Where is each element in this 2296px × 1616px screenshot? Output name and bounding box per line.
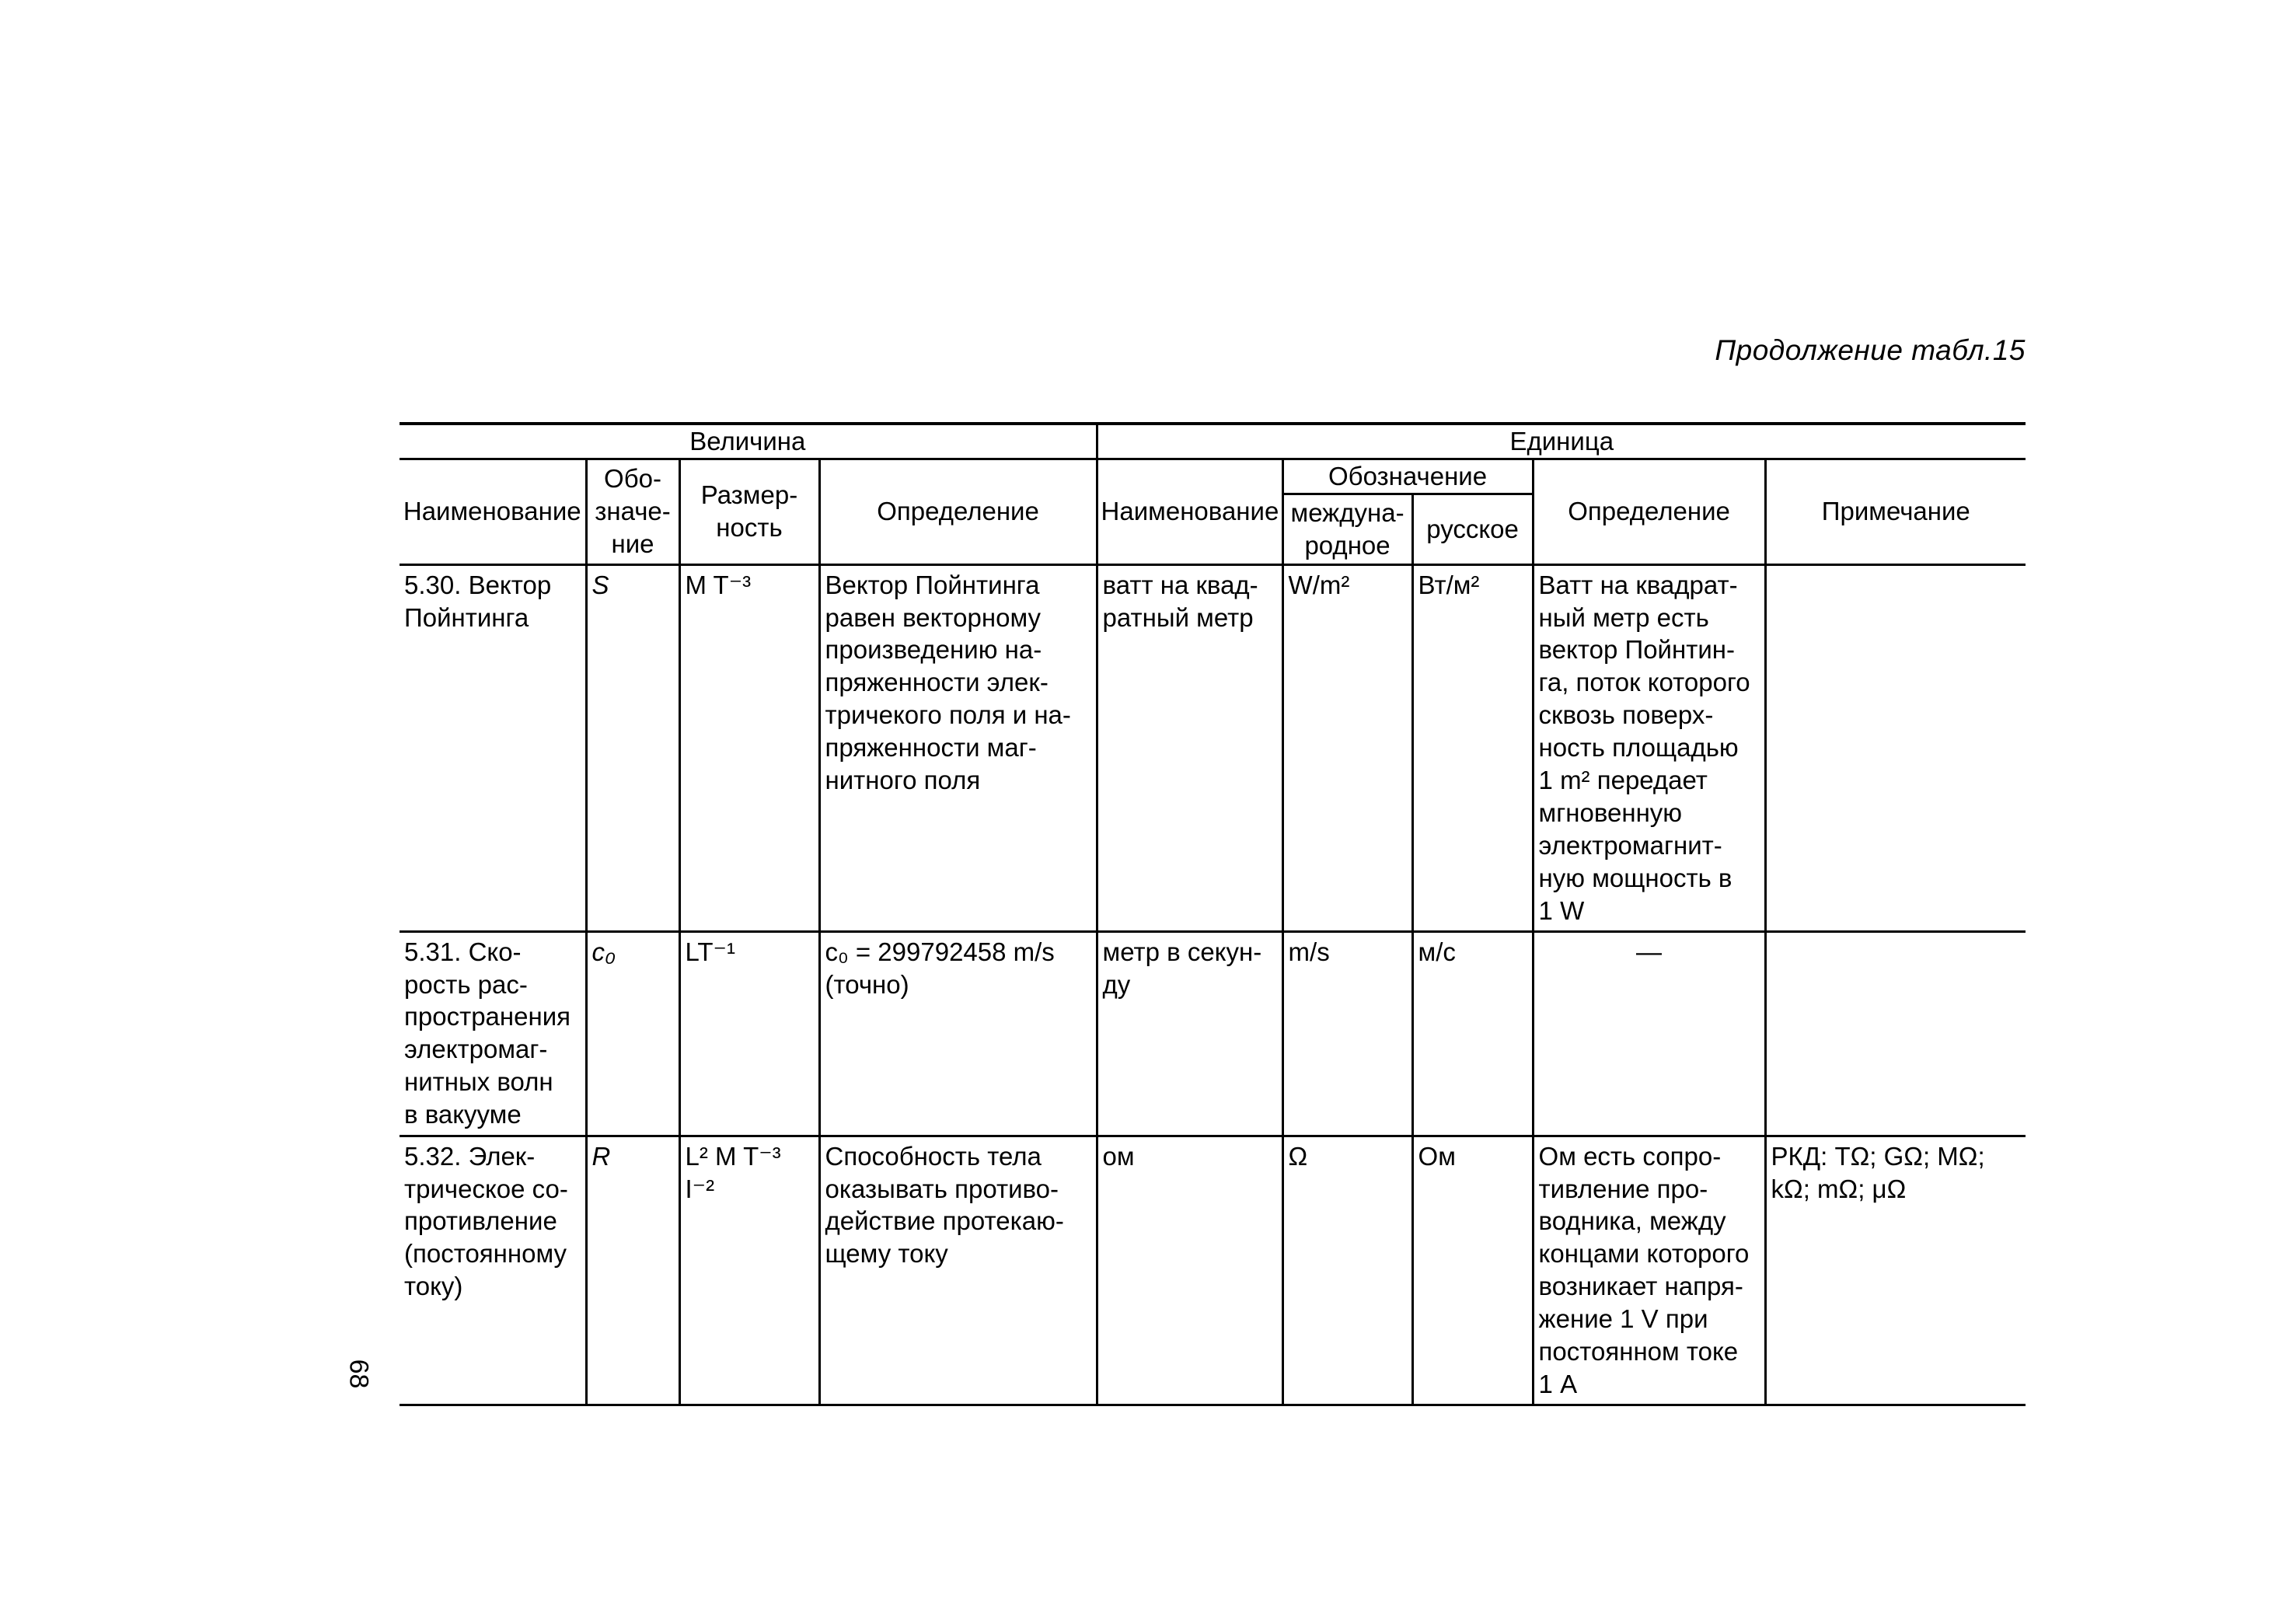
header-quantity-name: Наименование bbox=[400, 459, 586, 564]
header-quantity-group: Величина bbox=[400, 424, 1097, 459]
note bbox=[1765, 564, 2026, 931]
table-row bbox=[400, 1136, 2026, 1405]
quantity-definition: Вектор Пойнтинга равен векторному произведению на- пряженности элек- тричекого поля и на- пряженности маг- нитного поля bbox=[819, 564, 1097, 931]
quantity-name: 5.30. Вектор Пойнтинга bbox=[400, 564, 586, 931]
unit-name: ом bbox=[1097, 1136, 1282, 1405]
quantity-symbol: S bbox=[586, 564, 679, 931]
header-unit-symbol-international: междуна- родное bbox=[1282, 494, 1412, 564]
header-quantity-definition: Определение bbox=[819, 459, 1097, 564]
quantity-dimension: M T⁻³ bbox=[679, 564, 819, 931]
table-row bbox=[400, 564, 2026, 931]
quantity-symbol: R bbox=[586, 1136, 679, 1405]
unit-name: ватт на квад- ратный метр bbox=[1097, 564, 1282, 931]
unit-russian: Вт/м² bbox=[1412, 564, 1533, 931]
header-unit-definition: Определение bbox=[1533, 459, 1765, 564]
unit-russian: Ом bbox=[1412, 1136, 1533, 1405]
note bbox=[1765, 931, 2026, 1136]
table-row bbox=[400, 931, 2026, 1136]
header-quantity-symbol: Обо- значе- ние bbox=[586, 459, 679, 564]
unit-name: метр в секун- ду bbox=[1097, 931, 1282, 1136]
header-unit-symbol-group: Обозначение bbox=[1282, 459, 1533, 494]
unit-international: W/m² bbox=[1282, 564, 1412, 931]
table-caption: Продолжение табл.15 bbox=[1715, 334, 2026, 366]
header-quantity-dimension: Размер- ность bbox=[679, 459, 819, 564]
quantity-name: 5.31. Ско- рость рас- пространения электромаг- нитных волн в вакууме bbox=[400, 931, 586, 1136]
unit-definition: Ом есть сопро- тивление про- водника, между концами которого возникает напря- жение 1 V при постоянном токе 1 A bbox=[1533, 1136, 1765, 1405]
units-table bbox=[400, 422, 2026, 1406]
unit-russian: м/с bbox=[1412, 931, 1533, 1136]
unit-international: Ω bbox=[1282, 1136, 1412, 1405]
unit-international: m/s bbox=[1282, 931, 1412, 1136]
note: РКД: TΩ; GΩ; MΩ; kΩ; mΩ; μΩ bbox=[1765, 1136, 2026, 1405]
header-unit-name: Наименование bbox=[1097, 459, 1282, 564]
quantity-definition: Способность тела оказывать противо- действие протекаю- щему току bbox=[819, 1136, 1097, 1405]
header-unit-group: Единица bbox=[1097, 424, 2026, 459]
quantity-dimension: L² M T⁻³ I⁻² bbox=[679, 1136, 819, 1405]
quantity-definition: c₀ = 299792458 m/s (точно) bbox=[819, 931, 1097, 1136]
page-number: 68 bbox=[344, 1359, 374, 1389]
unit-definition: Ватт на квадрат- ный метр есть вектор Пойнтин- га, поток которого сквозь поверх- ность площадью 1 m² передает мгновенную электромагнит- ную мощность в 1 W bbox=[1533, 564, 1765, 931]
header-note: Примечание bbox=[1765, 459, 2026, 564]
header-unit-symbol-russian: русское bbox=[1412, 494, 1533, 564]
quantity-symbol: c₀ bbox=[586, 931, 679, 1136]
quantity-dimension: LT⁻¹ bbox=[679, 931, 819, 1136]
quantity-name: 5.32. Элек- трическое со- противление (постоянному току) bbox=[400, 1136, 586, 1405]
unit-definition: — bbox=[1533, 931, 1765, 1136]
